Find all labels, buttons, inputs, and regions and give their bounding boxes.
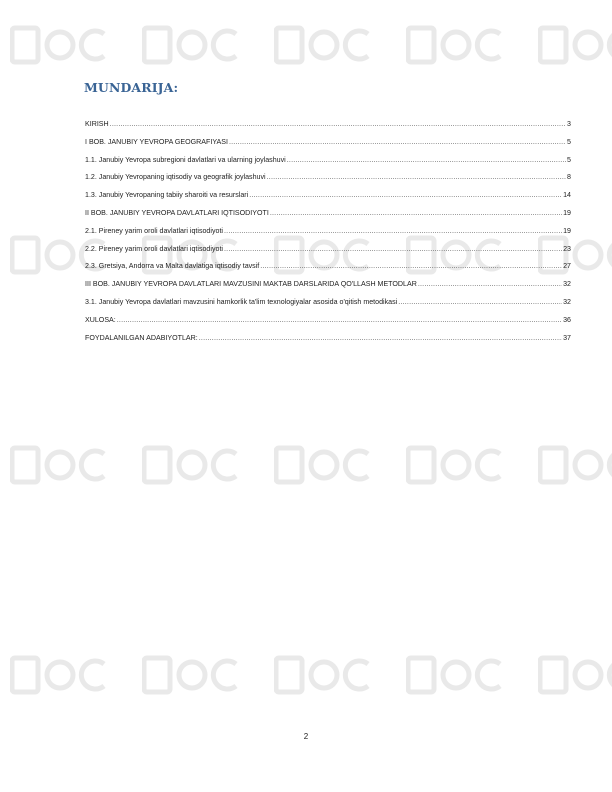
toc-leader-dots [224, 223, 562, 241]
watermark-document-icon [404, 650, 504, 702]
toc-entry-page: 8 [567, 173, 571, 182]
toc-entry-title: 1.2. Janubiy Yevropaning iqtisodiy va geografik joylashuvi [85, 173, 266, 182]
watermark-document-icon [536, 20, 612, 72]
toc-entry-page: 32 [563, 280, 571, 289]
toc-entry-page: 37 [563, 333, 571, 342]
toc-entry-title: III BOB. JANUBIY YEVROPA DAVLATLARI MAVZUSINI MAKTAB DARSLARIDA QO'LLASH METODLAR [85, 280, 417, 289]
toc-entry-page: 27 [563, 262, 571, 271]
toc-entry-title: 2.2. Pireney yarim oroli davlatlari iqtisodiyoti [85, 244, 223, 253]
toc-leader-dots [110, 116, 566, 134]
watermark-document-icon [140, 650, 240, 702]
toc-leader-dots [117, 312, 562, 330]
toc-leader-dots [224, 241, 562, 259]
toc-entry[interactable] [85, 241, 571, 259]
watermark-document-icon [404, 20, 504, 72]
toc-leader-dots [418, 276, 562, 294]
watermark-document-icon [536, 650, 612, 702]
watermark-document-icon [404, 440, 504, 492]
toc-entry-page: 19 [563, 226, 571, 235]
toc-leader-dots [270, 205, 562, 223]
toc-entry-title: XULOSA: [85, 315, 116, 324]
toc-entry-page: 32 [563, 297, 571, 306]
toc-entry-title: FOYDALANILGAN ADABIYOTLAR: [85, 333, 198, 342]
toc-leader-dots [260, 258, 562, 276]
toc-leader-dots [287, 152, 566, 170]
toc-leader-dots [249, 187, 562, 205]
toc-entry-title: I BOB. JANUBIY YEVROPA GEOGRAFIYASI [85, 137, 228, 146]
toc-entry-title: KIRISH [85, 120, 109, 128]
toc-entry[interactable] [85, 276, 571, 294]
watermark-document-icon [272, 440, 372, 492]
toc-entry-title: 1.3. Janubiy Yevropaning tabiiy sharoiti va resurslari [85, 191, 249, 200]
watermark-document-icon [140, 440, 240, 492]
toc-entry-page: 5 [567, 155, 571, 164]
toc-entry[interactable] [85, 294, 571, 312]
toc-entry-page: 19 [563, 208, 571, 217]
toc-entry-page: 14 [563, 191, 571, 200]
watermark-document-icon [140, 20, 240, 72]
toc-entry[interactable] [85, 205, 571, 223]
watermark-document-icon [272, 20, 372, 72]
toc-entry[interactable] [85, 330, 571, 348]
watermark-document-icon [536, 440, 612, 492]
page-title: MUNDARIJA: [84, 80, 179, 95]
toc-entry[interactable] [85, 152, 571, 170]
toc-entry[interactable] [85, 223, 571, 241]
toc-entry[interactable] [85, 169, 571, 187]
toc-leader-dots [267, 169, 566, 187]
toc-entry-page: 5 [567, 137, 571, 146]
toc-entry[interactable] [85, 116, 571, 134]
toc-entry-title: 2.1. Pireney yarim oroli davlatlari iqtisodiyoti [85, 226, 223, 235]
watermark-document-icon [272, 650, 372, 702]
toc-entry-title: 2.3. Gretsiya, Andorra va Malta davlatiga iqtisodiy tavsif [85, 262, 260, 271]
toc-entry-title: 1.1. Janubiy Yevropa subregioni davlatlari va ularning joylashuvi [85, 155, 286, 164]
toc-entry-title: 3.1. Janubiy Yevropa davlatlari mavzusini hamkorlik ta'lim texnologiyalar asosida o'qitish metodikasi [85, 297, 398, 306]
page-number: 2 [303, 732, 309, 741]
toc-entry-title: II BOB. JANUBIY YEVROPA DAVLATLARI IQTISODIYOTI [85, 208, 269, 217]
toc-entry[interactable] [85, 134, 571, 152]
watermark-document-icon [8, 650, 108, 702]
toc-entry-page: 23 [563, 244, 571, 253]
toc-entry[interactable] [85, 187, 571, 205]
watermark-document-icon [8, 20, 108, 72]
toc-entry-page: 36 [563, 315, 571, 324]
watermark-document-icon [8, 440, 108, 492]
toc-leader-dots [229, 134, 566, 152]
toc-entry[interactable] [85, 258, 571, 276]
toc-entry[interactable] [85, 312, 571, 330]
toc-leader-dots [199, 330, 562, 348]
toc-leader-dots [398, 294, 562, 312]
table-of-contents [85, 116, 571, 347]
toc-entry-page: 3 [567, 120, 571, 128]
